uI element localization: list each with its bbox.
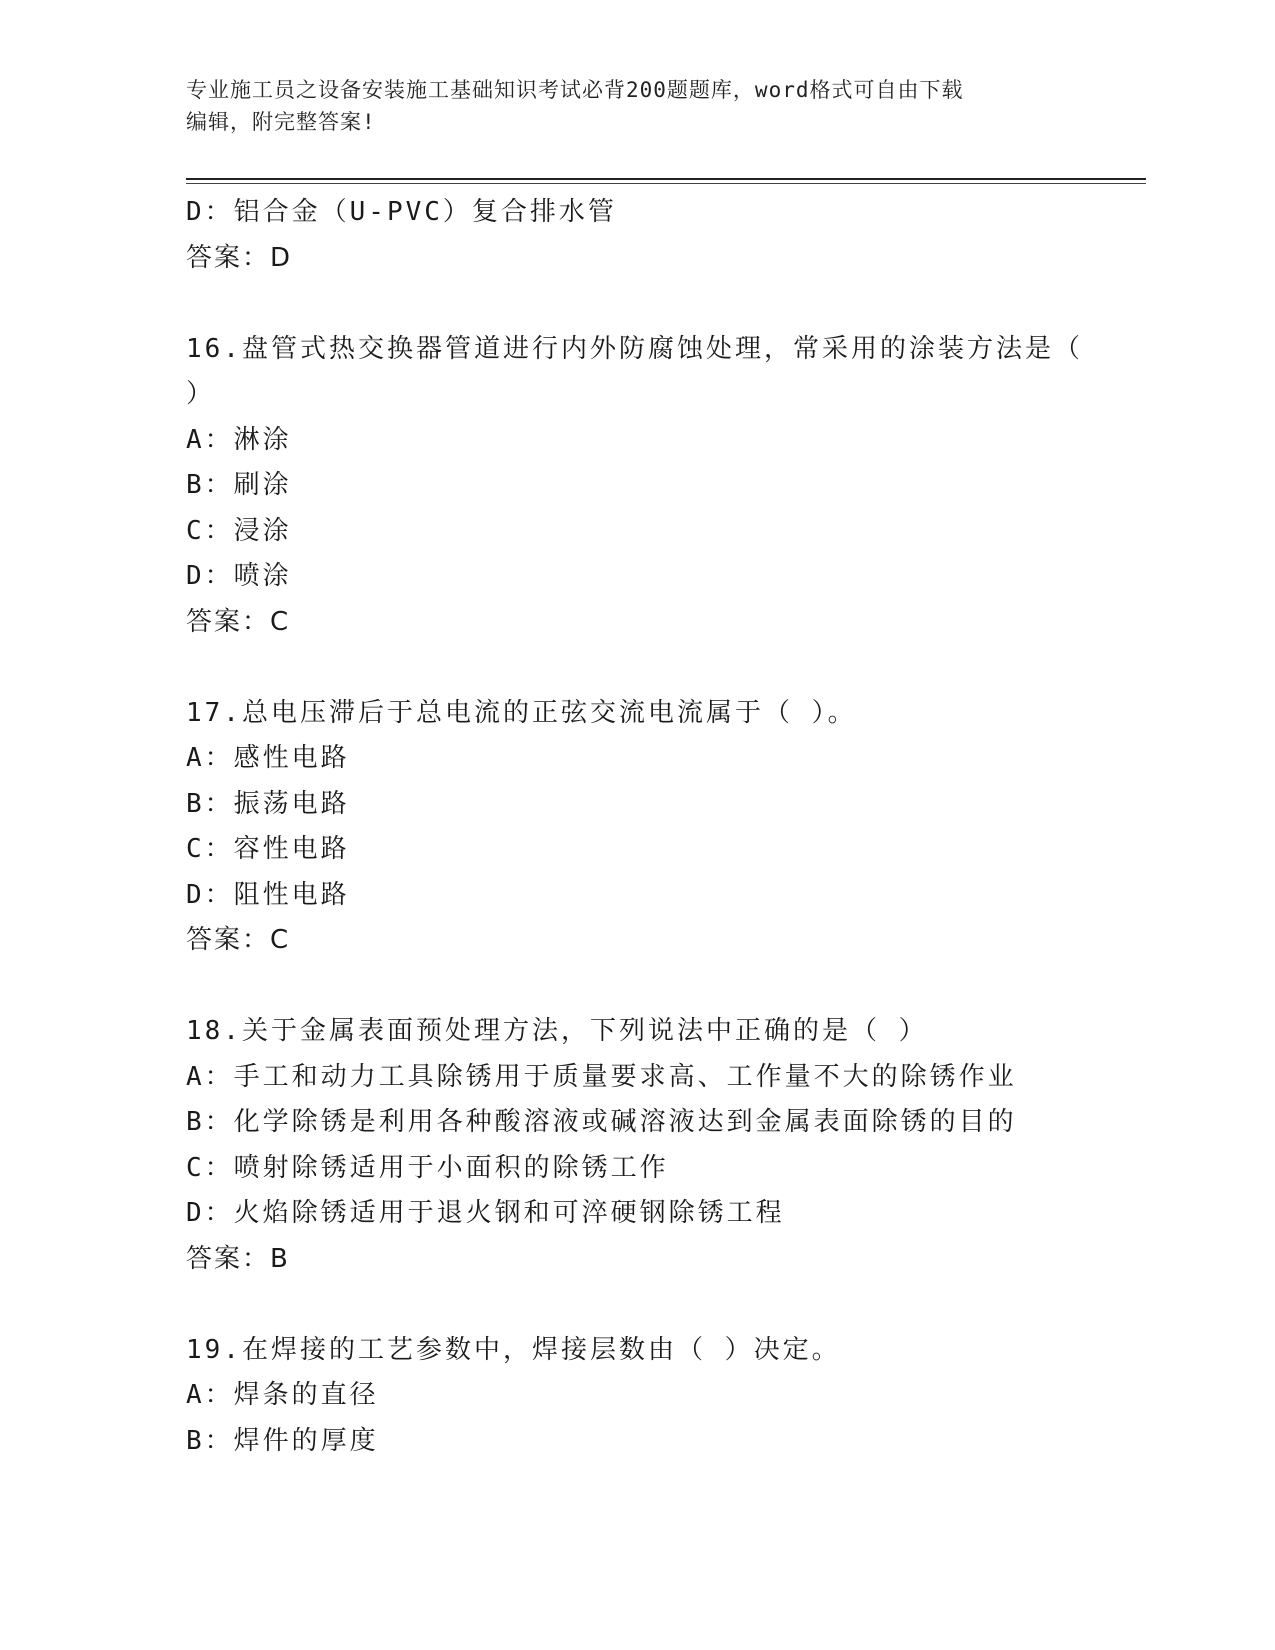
- option-c: C：浸涂: [186, 515, 292, 546]
- header-title-line-1: 专业施工员之设备安装施工基础知识考试必背200题题库，word格式可自由下载: [186, 78, 964, 102]
- question-19: [186, 1328, 1106, 1465]
- option-d: D：阻性电路: [186, 879, 350, 910]
- question-stem: 19.在焊接的工艺参数中，焊接层数由（ ）决定。: [186, 1334, 841, 1365]
- option-b: B：焊件的厚度: [186, 1425, 379, 1456]
- question-list: [186, 190, 1106, 1464]
- option-b: B：刷涂: [186, 470, 292, 500]
- option-d: D：火焰除锈适用于退火钢和可淬硬钢除锈工程: [186, 1198, 785, 1228]
- question-15: [186, 190, 1106, 281]
- question-stem: 17.总电压滞后于总电流的正弦交流电流属于（ ）。: [186, 697, 857, 728]
- answer-line: 答案：C: [186, 606, 291, 637]
- question-stem: 16.盘管式热交换器管道进行内外防腐蚀处理，常采用的涂装方法是（: [186, 333, 1083, 364]
- question-16: [186, 327, 1106, 646]
- header-title-line-2: 编辑，附完整答案!: [186, 110, 376, 134]
- header-divider-thin: [186, 183, 1146, 184]
- question-17: [186, 691, 1106, 964]
- answer-line: 答案：C: [186, 925, 291, 955]
- option-a: A：手工和动力工具除锈用于质量要求高、工作量不大的除锈作业: [186, 1061, 1017, 1092]
- option-b: B：化学除锈是利用各种酸溶液或碱溶液达到金属表面除锈的目的: [186, 1107, 1017, 1137]
- spacer: [186, 964, 1106, 1010]
- option-a: A：淋涂: [186, 424, 292, 455]
- header-divider-thick: [186, 178, 1146, 180]
- question-stem-continued: ）: [186, 379, 216, 409]
- option-d: D：喷涂: [186, 561, 292, 591]
- document-header: [186, 74, 1066, 138]
- question-18: [186, 1009, 1106, 1282]
- spacer: [186, 1282, 1106, 1328]
- spacer: [186, 281, 1106, 327]
- option-d: D：铝合金（U-PVC）复合排水管: [186, 197, 617, 227]
- option-a: A：焊条的直径: [186, 1380, 379, 1410]
- answer-line: 答案：D: [186, 242, 293, 273]
- option-a: A：感性电路: [186, 743, 350, 773]
- question-stem: 18.关于金属表面预处理方法，下列说法中正确的是（ ）: [186, 1016, 928, 1046]
- spacer: [186, 645, 1106, 691]
- option-c: C：喷射除锈适用于小面积的除锈工作: [186, 1152, 669, 1183]
- option-c: C：容性电路: [186, 834, 350, 864]
- answer-line: 答案：B: [186, 1243, 290, 1274]
- option-b: B：振荡电路: [186, 788, 350, 819]
